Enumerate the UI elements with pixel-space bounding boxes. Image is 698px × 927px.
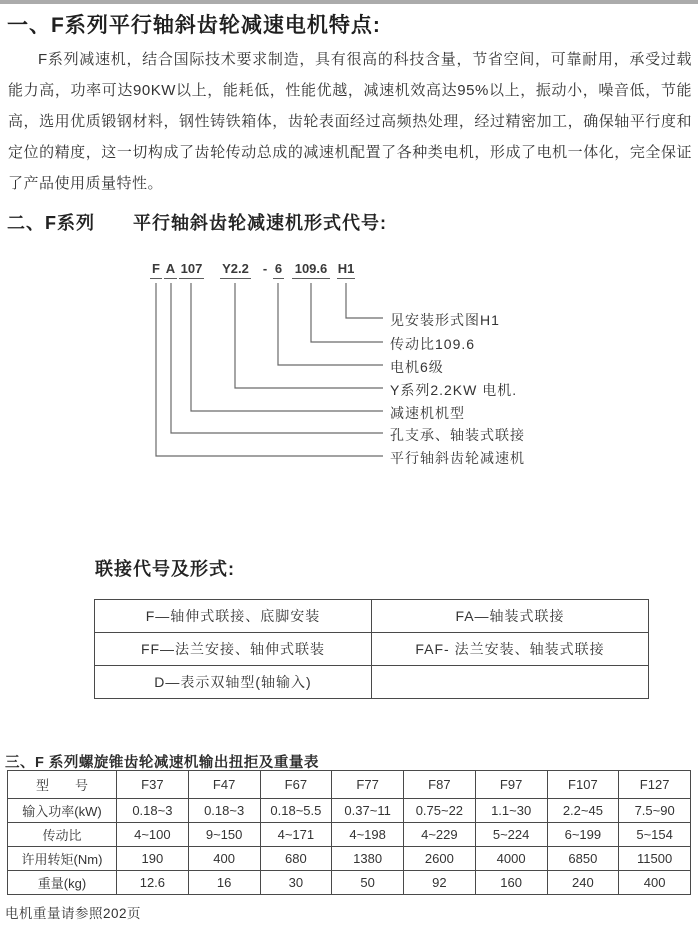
col-header-model: 型 号 (8, 771, 117, 799)
cell: 4~100 (117, 823, 189, 847)
code-part-A: A (164, 261, 177, 279)
conn-cell-FAF: FAF- 法兰安装、轴装式联接 (372, 633, 649, 666)
cell: 1380 (332, 847, 404, 871)
cell: 0.18~3 (188, 799, 260, 823)
conn-cell-D: D—表示双轴型(轴输入) (95, 666, 372, 699)
code-part-107: 107 (179, 261, 204, 279)
col-header-f37: F37 (117, 771, 189, 799)
code-label-frame-size: 减速机机型 (390, 405, 465, 421)
cell: 4~229 (404, 823, 476, 847)
table-row-ratio (8, 823, 691, 847)
table-row-input-power (8, 799, 691, 823)
cell: 4~171 (260, 823, 332, 847)
cell: 2.2~45 (547, 799, 619, 823)
scan-artifact-strip (0, 0, 698, 4)
cell: 50 (332, 871, 404, 895)
table-header-row (8, 771, 691, 799)
cell: 6~199 (547, 823, 619, 847)
table-row (95, 633, 649, 666)
cell: 5~154 (619, 823, 691, 847)
section1-title: 一、F系列平行轴斜齿轮减速电机特点: (7, 14, 381, 37)
code-label-ratio: 传动比109.6 (390, 336, 476, 352)
row-label-ratio: 传动比 (8, 823, 117, 847)
conn-cell-FF: FF—法兰安接、轴伸式联装 (95, 633, 372, 666)
cell: 400 (188, 847, 260, 871)
section2-title: 二、F系列 平行轴斜齿轮减速机形式代号: (7, 213, 387, 233)
section3-title: 三、F 系列螺旋锥齿轮减速机输出扭拒及重量表 (5, 755, 319, 771)
conn-cell-F: F—轴伸式联接、底脚安装 (95, 600, 372, 633)
cell: 0.18~5.5 (260, 799, 332, 823)
conn-cell-empty (372, 666, 649, 699)
section1-paragraph: F系列减速机，结合国际技术要求制造，具有很高的科技含量，节省空间，可靠耐用，承受过载能力高，功率可达90KW以上，能耗低，性能优越，减速机效高达95%以上，振动小，噪音低，节能高，选用优质锻钢材料，钢性铸铁箱体，齿轮表面经过高频热处理，经过精密加工，确保轴平行度和定位的精度，这一切构成了齿轮传动总成的减速机配置了各种类电机，形成了电机一体化，完全保证了产品使用质量特性。 (8, 51, 692, 192)
cell: 400 (619, 871, 691, 895)
cell: 680 (260, 847, 332, 871)
col-header-f127: F127 (619, 771, 691, 799)
cell: 92 (404, 871, 476, 895)
connection-codes-table (94, 599, 649, 699)
cell: 16 (188, 871, 260, 895)
code-label-mounting: 见安装形式图H1 (390, 312, 500, 328)
cell: 4~198 (332, 823, 404, 847)
spec-table (7, 770, 691, 895)
cell: 7.5~90 (619, 799, 691, 823)
code-label-motor-poles: 电机6级 (390, 359, 444, 375)
cell: 0.18~3 (117, 799, 189, 823)
table-row (95, 600, 649, 633)
row-label-torque: 许用转矩(Nm) (8, 847, 117, 871)
cell: 5~224 (475, 823, 547, 847)
cell: 4000 (475, 847, 547, 871)
code-label-gear-type: 平行轴斜齿轮减速机 (390, 450, 525, 466)
motor-weight-note: 电机重量请参照202页 (5, 906, 142, 921)
col-header-f107: F107 (547, 771, 619, 799)
code-part-6: 6 (273, 261, 284, 279)
cell: 0.37~11 (332, 799, 404, 823)
table-row-torque (8, 847, 691, 871)
code-label-motor-power: Y系列2.2KW 电机. (390, 382, 518, 398)
col-header-f77: F77 (332, 771, 404, 799)
code-part-1096: 109.6 (292, 261, 330, 279)
table-row-weight (8, 871, 691, 895)
col-header-f87: F87 (404, 771, 476, 799)
cell: 12.6 (117, 871, 189, 895)
table-row (95, 666, 649, 699)
cell: 30 (260, 871, 332, 895)
cell: 1.1~30 (475, 799, 547, 823)
col-header-f97: F97 (475, 771, 547, 799)
connection-title: 联接代号及形式: (95, 559, 235, 579)
cell: 11500 (619, 847, 691, 871)
cell: 160 (475, 871, 547, 895)
code-part-Y22: Y2.2 (220, 261, 251, 279)
model-code-diagram (0, 255, 698, 470)
code-label-shaft-mount: 孔支承、轴装式联接 (390, 427, 525, 443)
cell: 190 (117, 847, 189, 871)
conn-cell-FA: FA—轴装式联接 (372, 600, 649, 633)
row-label-weight: 重量(kg) (8, 871, 117, 895)
col-header-f47: F47 (188, 771, 260, 799)
cell: 2600 (404, 847, 476, 871)
cell: 9~150 (188, 823, 260, 847)
code-part-F: F (150, 261, 162, 279)
cell: 6850 (547, 847, 619, 871)
col-header-f67: F67 (260, 771, 332, 799)
row-label-input-power: 输入功率(kW) (8, 799, 117, 823)
cell: 0.75~22 (404, 799, 476, 823)
code-connector-lines (0, 255, 698, 470)
cell: 240 (547, 871, 619, 895)
code-part-H1: H1 (337, 261, 355, 279)
code-part-dash: - (262, 261, 268, 276)
